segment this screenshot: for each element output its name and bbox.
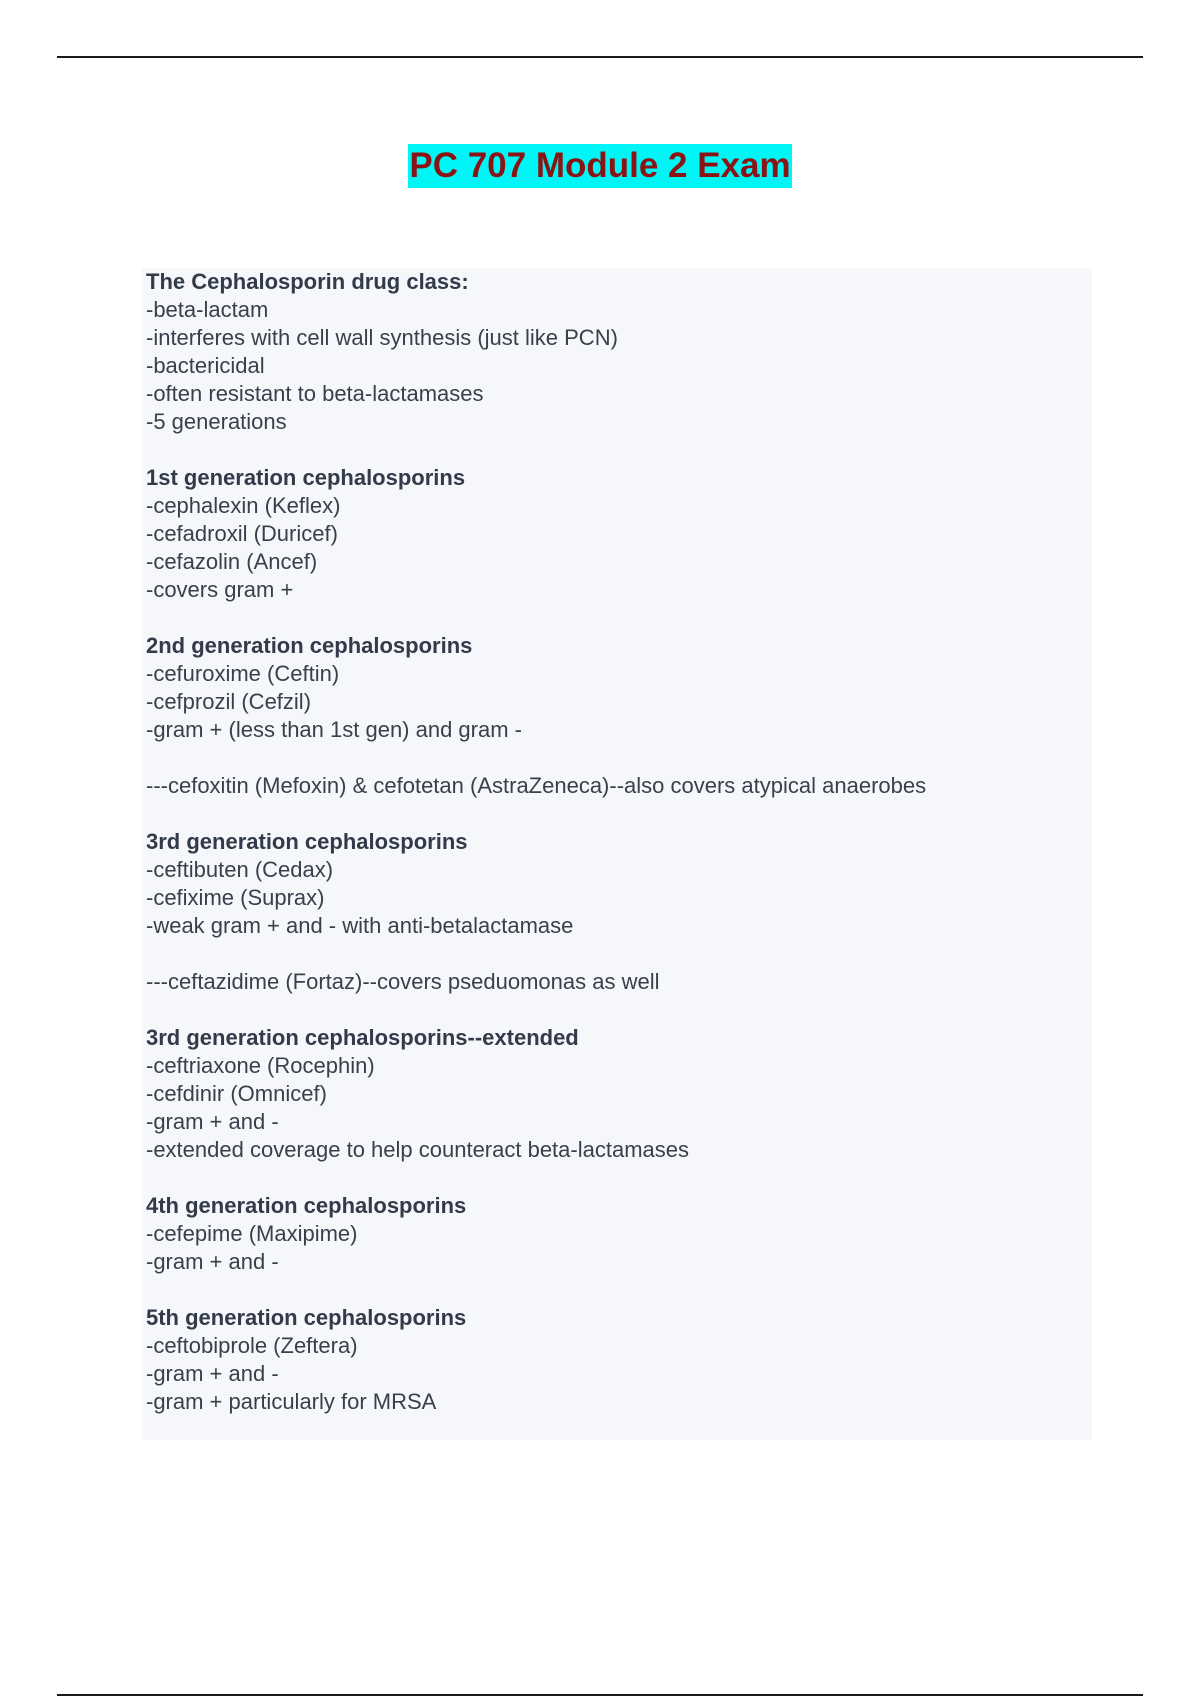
section-5th-generation: [146, 1304, 1092, 1416]
bullet-line: -cefuroxime (Ceftin): [146, 661, 340, 686]
bullet-line: -ceftriaxone (Rocephin): [146, 1053, 375, 1078]
section-heading: 1st generation cephalosporins: [146, 465, 466, 490]
section-drug-class: [146, 268, 1092, 436]
top-rule: [57, 56, 1143, 58]
title-block: [0, 144, 1200, 188]
bullet-line: -often resistant to beta-lactamases: [146, 381, 484, 406]
bullet-line: -weak gram + and - with anti-betalactamase: [146, 913, 574, 938]
section-note: ---ceftazidime (Fortaz)--covers pseduomonas as well: [146, 969, 660, 994]
bullet-line: -interferes with cell wall synthesis (just like PCN): [146, 325, 618, 350]
bullet-line: -cefprozil (Cefzil): [146, 689, 312, 714]
bullet-line: -cefazolin (Ancef): [146, 549, 318, 574]
bullet-line: -gram + and -: [146, 1361, 279, 1386]
bullet-line: -beta-lactam: [146, 297, 269, 322]
section-heading: 2nd generation cephalosporins: [146, 633, 473, 658]
bullet-line: -ceftibuten (Cedax): [146, 857, 334, 882]
bullet-line: -gram + (less than 1st gen) and gram -: [146, 717, 522, 742]
bullet-line: -covers gram +: [146, 577, 294, 602]
section-3rd-generation: [146, 828, 1092, 940]
bullet-line: -gram + particularly for MRSA: [146, 1389, 437, 1414]
document-title: PC 707 Module 2 Exam: [408, 144, 791, 188]
section-3rd-generation-extended: [146, 1024, 1092, 1164]
content-panel: [142, 268, 1092, 1440]
bullet-line: -gram + and -: [146, 1109, 279, 1134]
section-heading: 4th generation cephalosporins: [146, 1193, 467, 1218]
bullet-line: -extended coverage to help counteract beta-lactamases: [146, 1137, 689, 1162]
bullet-line: -cefixime (Suprax): [146, 885, 325, 910]
bullet-line: -ceftobiprole (Zeftera): [146, 1333, 358, 1358]
bullet-line: -cefepime (Maxipime): [146, 1221, 358, 1246]
bullet-line: -cephalexin (Keflex): [146, 493, 341, 518]
section-note: ---cefoxitin (Mefoxin) & cefotetan (AstraZeneca)--also covers atypical anaerobes: [146, 773, 927, 798]
bullet-line: -gram + and -: [146, 1249, 279, 1274]
bullet-line: -cefadroxil (Duricef): [146, 521, 338, 546]
section-heading: 3rd generation cephalosporins--extended: [146, 1025, 579, 1050]
section-heading: The Cephalosporin drug class:: [146, 269, 469, 294]
section-2nd-generation: [146, 632, 1092, 744]
content-body: [142, 268, 1092, 1416]
section-heading: 5th generation cephalosporins: [146, 1305, 467, 1330]
bullet-line: -bactericidal: [146, 353, 265, 378]
section-1st-generation: [146, 464, 1092, 604]
bullet-line: -cefdinir (Omnicef): [146, 1081, 327, 1106]
section-heading: 3rd generation cephalosporins: [146, 829, 468, 854]
section-4th-generation: [146, 1192, 1092, 1276]
bottom-rule: [57, 1694, 1143, 1696]
bullet-line: -5 generations: [146, 409, 287, 434]
